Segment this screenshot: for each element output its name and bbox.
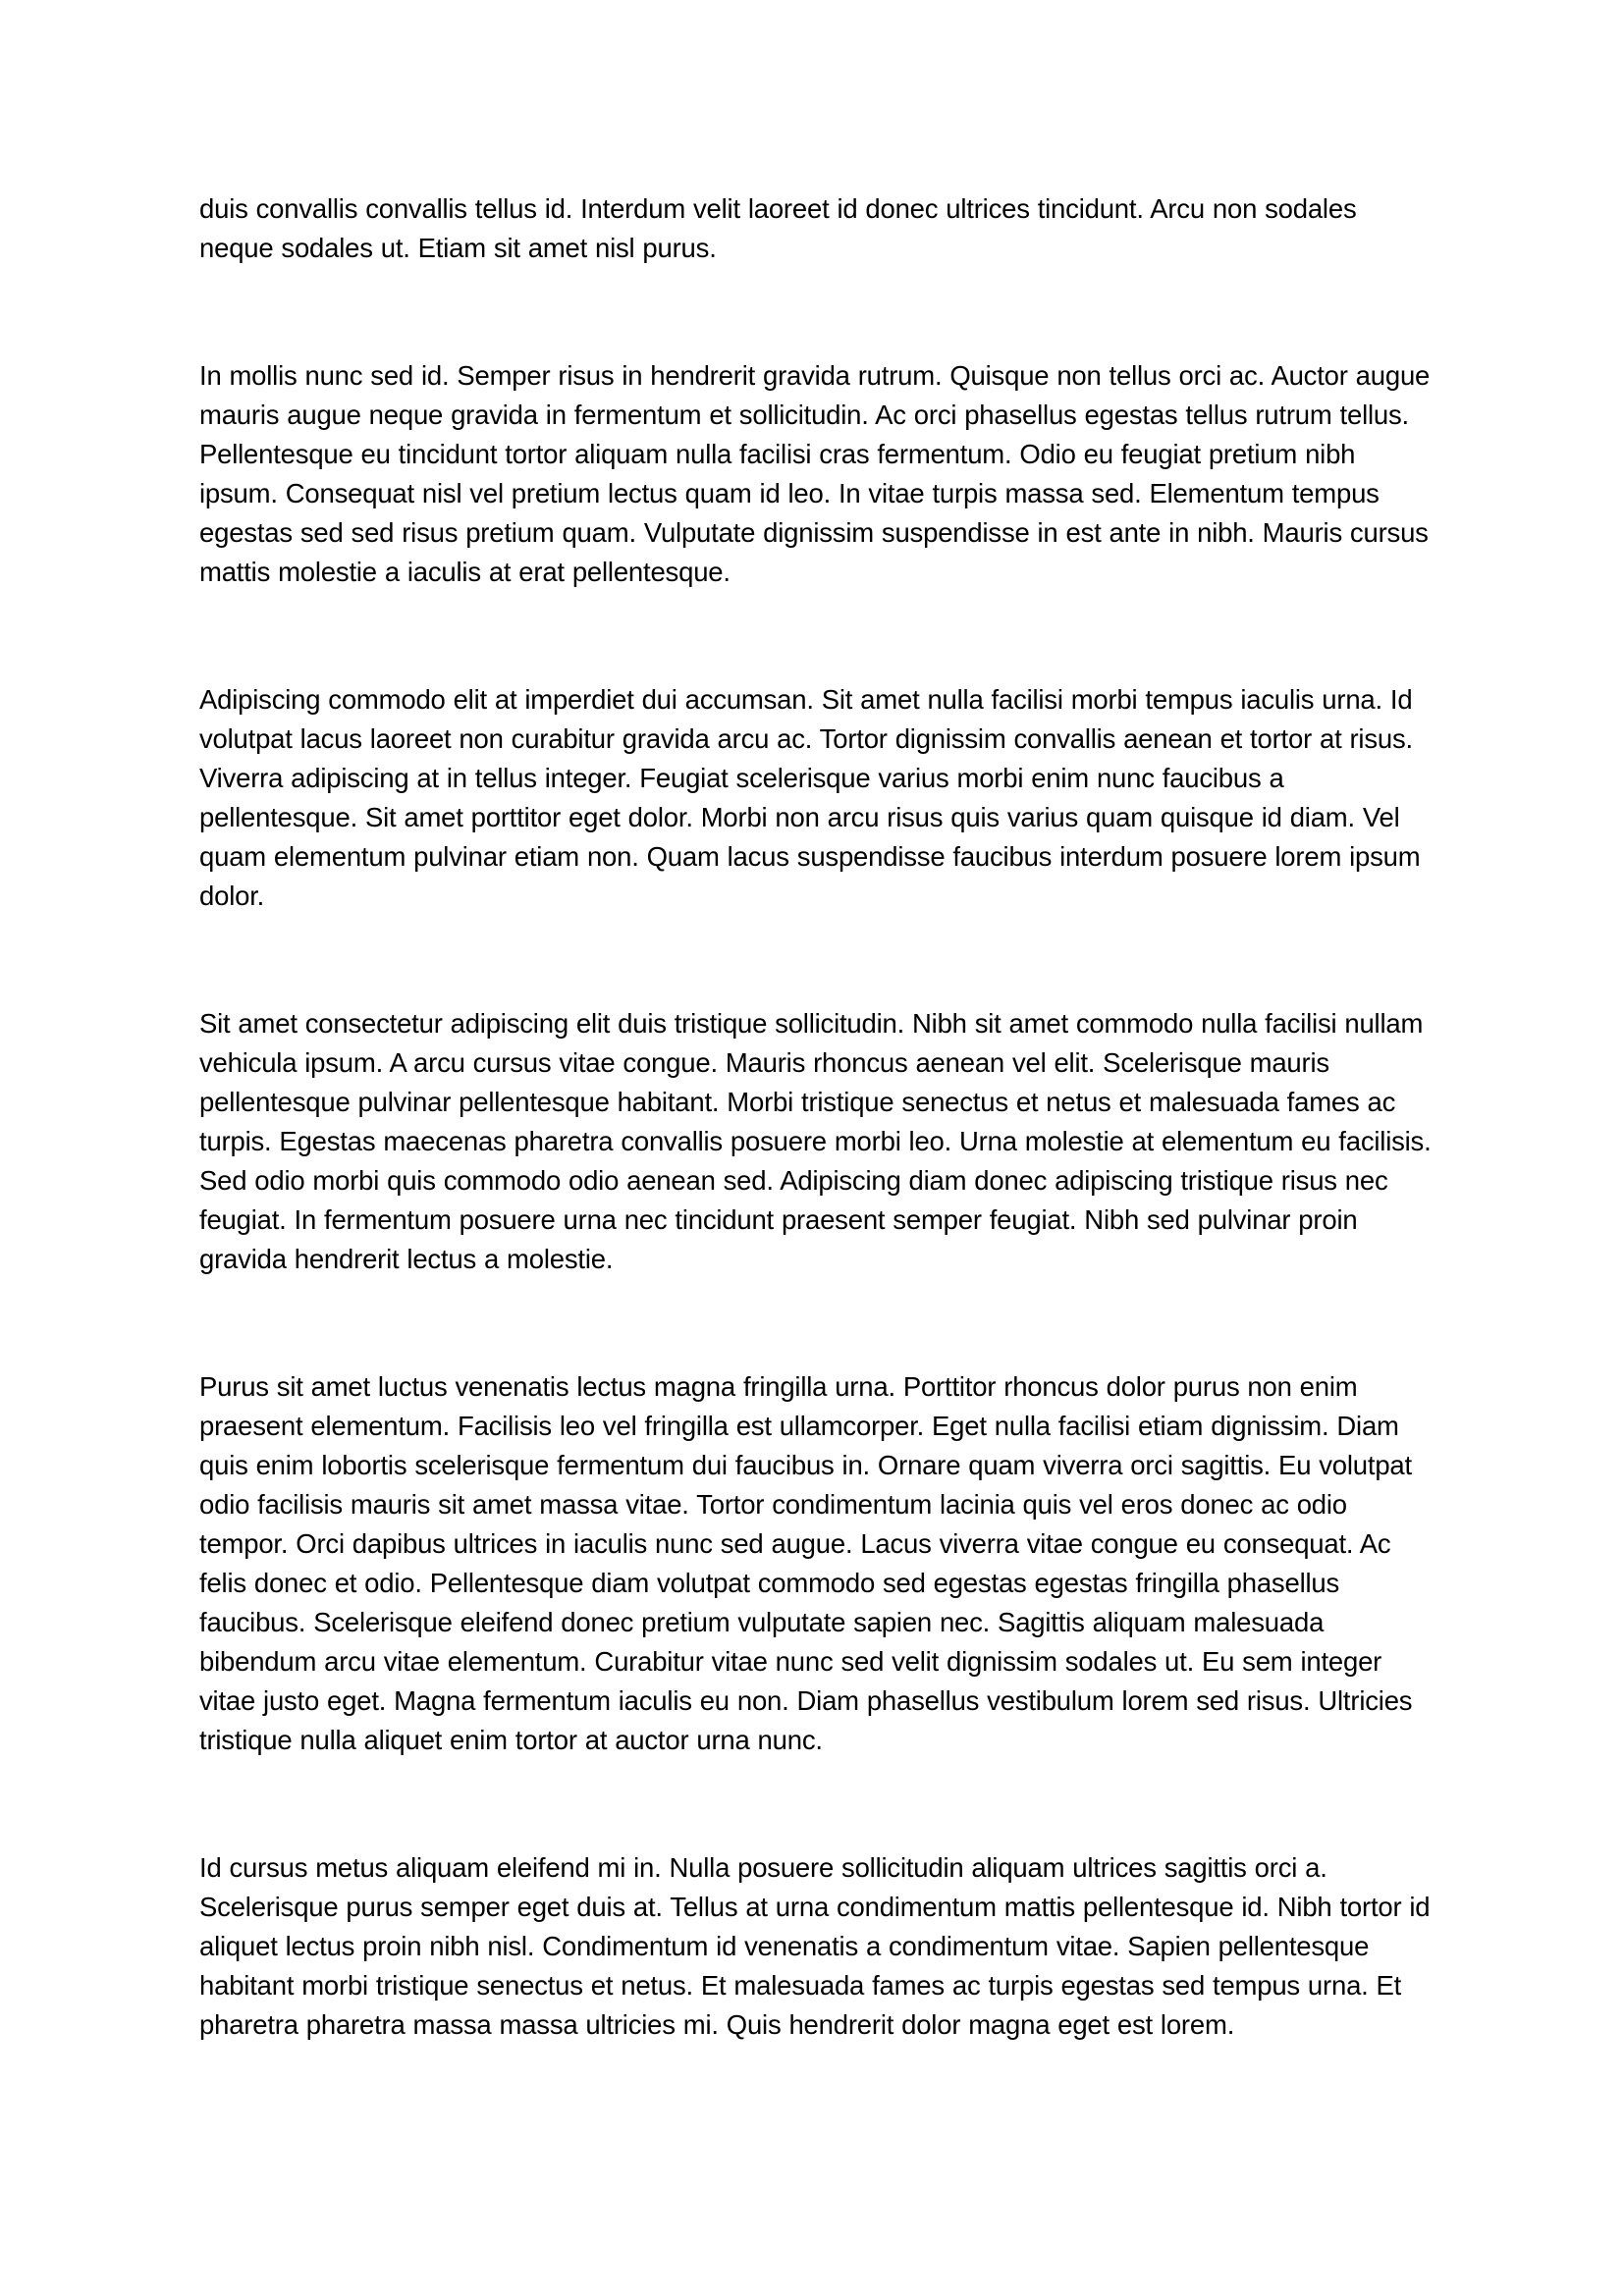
paragraph: Adipiscing commodo elit at imperdiet dui accumsan. Sit amet nulla facilisi morbi tempus iaculis urna. Id volutpat lacus laoreet non curabitur gravida arcu ac. Tortor dignissim convallis aenean et tortor at risus. Viverra adipiscing at in tellus integer. Feugiat scelerisque varius morbi enim nunc faucibus a pellentesque. Sit amet porttitor eget dolor. Morbi non arcu risus quis varius quam quisque id diam. Vel quam elementum pulvinar etiam non. Quam lacus suspendisse faucibus interdum posuere lorem ipsum dolor. [199, 684, 1421, 911]
document-page [199, 189, 1435, 2045]
paragraph: Id cursus metus aliquam eleifend mi in. Nulla posuere sollicitudin aliquam ultrices sagittis orci a. Scelerisque purus semper eget duis at. Tellus at urna condimentum mattis pellentesque id. Nibh tortor id aliquet lectus proin nibh nisl. Condimentum id venenatis a condimentum vitae. Sapien pellentesque habitant morbi tristique senectus et netus. Et malesuada fames ac turpis egestas sed tempus urna. Et pharetra pharetra massa massa ultricies mi. Quis hendrerit dolor magna eget est lorem. [199, 1852, 1431, 2040]
paragraph: Purus sit amet luctus venenatis lectus magna fringilla urna. Porttitor rhoncus dolor purus non enim praesent elementum. Facilisis leo vel fringilla est ullamcorper. Eget nulla facilisi etiam dignissim. Diam quis enim lobortis scelerisque fermentum dui faucibus in. Ornare quam viverra orci sagittis. Eu volutpat odio facilisis mauris sit amet massa vitae. Tortor condimentum lacinia quis vel eros donec ac odio tempor. Orci dapibus ultrices in iaculis nunc sed augue. Lacus viverra vitae congue eu consequat. Ac felis donec et odio. Pellentesque diam volutpat commodo sed egestas egestas fringilla phasellus faucibus. Scelerisque eleifend donec pretium vulputate sapien nec. Sagittis aliquam malesuada bibendum arcu vitae elementum. Curabitur vitae nunc sed velit dignissim sodales ut. Eu sem integer vitae justo eget. Magna fermentum iaculis eu non. Diam phasellus vestibulum lorem sed risus. Ultricies tristique nulla aliquet enim tortor at auctor urna nunc. [199, 1371, 1413, 1755]
paragraph: Sit amet consectetur adipiscing elit duis tristique sollicitudin. Nibh sit amet commodo nulla facilisi nullam vehicula ipsum. A arcu cursus vitae congue. Mauris rhoncus aenean vel elit. Scelerisque mauris pellentesque pulvinar pellentesque habitant. Morbi tristique senectus et netus et malesuada fames ac turpis. Egestas maecenas pharetra convallis posuere morbi leo. Urna molestie at elementum eu facilisis. Sed odio morbi quis commodo odio aenean sed. Adipiscing diam donec adipiscing tristique risus nec feugiat. In fermentum posuere urna nec tincidunt praesent semper feugiat. Nibh sed pulvinar proin gravida hendrerit lectus a molestie. [199, 1008, 1432, 1274]
paragraph: In mollis nunc sed id. Semper risus in hendrerit gravida rutrum. Quisque non tellus orci ac. Auctor augue mauris augue neque gravida in fermentum et sollicitudin. Ac orci phasellus egestas tellus rutrum tellus. Pellentesque eu tincidunt tortor aliquam nulla facilisi cras fermentum. Odio eu feugiat pretium nibh ipsum. Consequat nisl vel pretium lectus quam id leo. In vitae turpis massa sed. Elementum tempus egestas sed sed risus pretium quam. Vulputate dignissim suspendisse in est ante in nibh. Mauris cursus mattis molestie a iaculis at erat pellentesque. [199, 360, 1431, 587]
paragraph: duis convallis convallis tellus id. Interdum velit laoreet id donec ultrices tincidunt. Arcu non sodales neque sodales ut. Etiam sit amet nisl purus. [199, 193, 1357, 263]
